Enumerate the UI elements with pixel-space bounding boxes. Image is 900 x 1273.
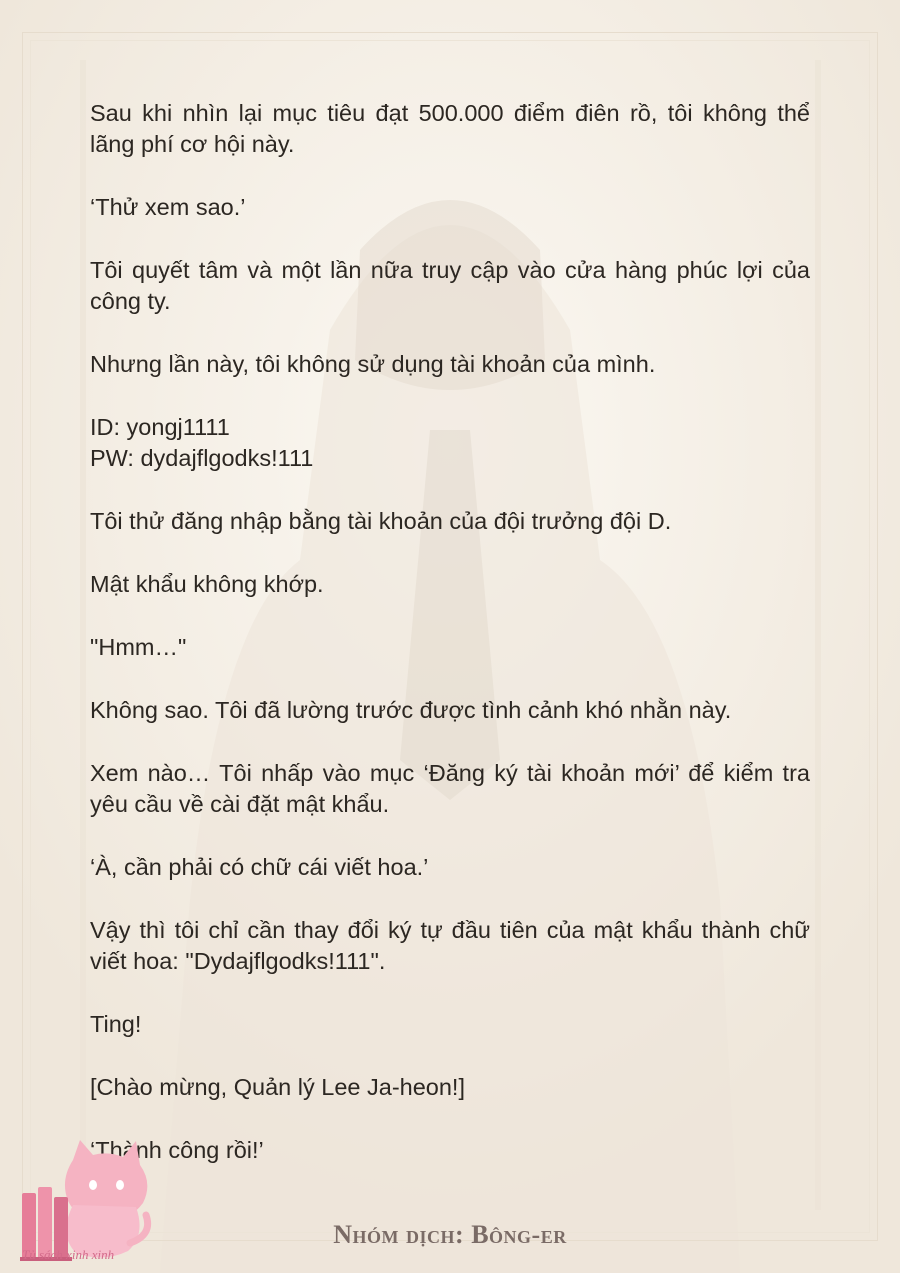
paragraph: Ting! [90, 1011, 142, 1037]
paragraph: Tôi thử đăng nhập bằng tài khoản của đội trưởng đội D. [90, 508, 672, 534]
paragraph: Tôi quyết tâm và một lần nữa truy cập vào cửa hàng phúc lợi của công ty. [90, 257, 810, 314]
translator-credit: Nhóm dịch: Bông-er [333, 1220, 567, 1249]
paragraph: Nhưng lần này, tôi không sử dụng tài khoản của mình. [90, 351, 656, 377]
paragraph: ‘À, cần phải có chữ cái viết hoa.’ [90, 854, 429, 880]
paragraph-group [90, 412, 810, 474]
paragraph: Vậy thì tôi chỉ cần thay đổi ký tự đầu tiên của mật khẩu thành chữ viết hoa: "Dydajflgodks!111". [90, 917, 810, 974]
logo-caption: Tủ sách xinh xinh [22, 1247, 115, 1262]
paragraph: ‘Thử xem sao.’ [90, 194, 246, 220]
id-line: ID: yongj1111 [90, 414, 230, 440]
story-text [90, 98, 810, 1198]
paragraph: Mật khẩu không khớp. [90, 571, 324, 597]
paragraph: "Hmm…" [90, 634, 187, 660]
paragraph: Không sao. Tôi đã lường trước được tình cảnh khó nhằn này. [90, 697, 732, 723]
paragraph: Sau khi nhìn lại mục tiêu đạt 500.000 điểm điên rồ, tôi không thể lãng phí cơ hội này. [90, 100, 810, 157]
pw-line: PW: dydajflgodks!111 [90, 445, 314, 471]
paragraph: ‘Thành công rồi!’ [90, 1137, 264, 1163]
paragraph: [Chào mừng, Quản lý Lee Ja-heon!] [90, 1074, 465, 1100]
paragraph: Xem nào… Tôi nhấp vào mục ‘Đăng ký tài khoản mới’ để kiểm tra yêu cầu về cài đặt mật khẩu. [90, 760, 810, 817]
